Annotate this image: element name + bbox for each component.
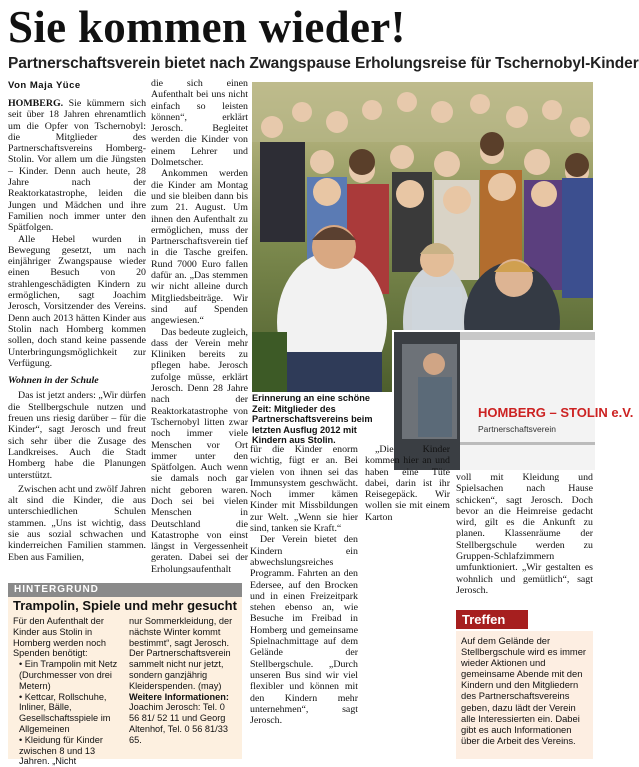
article-column-1 — [8, 98, 146, 578]
background-intro: Für den Aufenthalt der Kinder aus Stolin in Homberg werden noch Spenden benötigt: — [13, 616, 106, 659]
meeting-box — [456, 610, 593, 759]
headline: Sie kommen wieder! — [8, 2, 406, 52]
paragraph: Ankommen werden die Kinder am Montag und sie bleiben dann bis zum 21. August. Um ihnen den Aufenthalt zu ermöglichen, muss der Partnerschaftsverein tief in die Tasche greifen. Rund 7000 Euro fallen dafür an. „Das stemmen wir nicht alleine durch Mitgliedsbeiträge. Wir sind auf Spenden angewiesen.“ — [151, 168, 248, 327]
article-column-2 — [151, 78, 248, 578]
background-title: Trampolin, Spiele und mehr gesucht — [13, 598, 237, 613]
article-column-4 — [365, 444, 450, 759]
paragraph: Sie kümmern sich seit über 18 Jahren ehrenamtlich um die Opfer von Tschernobyl: die Mitglieder des Partnerschaftsvereins Homberg-Stolin. Vor allem um die Jüngsten – Kinder. Denn auch heute, 28 Jahre nach der Reaktorkatastrophe, leiden die Jungen und Mädchen und ihre Familien noch immer unter den Spätfolgen. — [8, 98, 147, 234]
info-body: Joachim Jerosch: Tel. 0 56 81/ 52 11 und Georg Altenhof, Tel. 0 56 81/33 65. — [129, 702, 228, 745]
article-column-5 — [456, 472, 593, 602]
meeting-text: Auf dem Gelände der Stellbergschule wird es immer wieder Aktionen und gemeinsame Abende mit den Kindern und den Mitgliedern des Partnerschaftsvereins geben, dazu lädt der Verein alle Interessierten ein. Dabei gibt es auch Informationen über die Arbeit des Vereins. — [456, 631, 593, 759]
paragraph: die sich einen Aufenthalt bei uns nicht einfach so leisten können“, erklärt Jerosch. Begleitet werden die Kinder von einem Lehrer und Dolmetscher. — [151, 78, 248, 169]
subheadline: Partnerschaftsverein bietet nach Zwangspause Erholungsreise für Tschernobyl-Kinder — [8, 55, 639, 72]
paragraph: Das bedeute zugleich, dass der Verein mehr Kliniken bereits zu pflegen habe. Jerosch zufolge müsse, erklärt Jerosch. Denn 28 Jahre nach der Reaktorkatastrophe von Tschernobyl litten zwar noch immer viele Menschen vor Ort immer unter den Spätfolgen. Auch wenn sie damals noch gar nicht geboren waren. Doch sei bei vielen Menschen in Deutschland die Katastrophe von einst längst in Vergessenheit geraten. Dabei sei der Erholungsaufenthalt — [151, 326, 248, 575]
list-item: • Kleidung für Kinder zwischen 8 und 13 Jahren. „Nicht — [19, 734, 103, 767]
meeting-label: Treffen — [456, 610, 528, 629]
paragraph: voll mit Kleidung und Spielsachen nach Hause schicken“, sagt Jerosch. Doch bevor an die Heimreise gedacht wird, gilt es die Ankunft zu planen. Klassenräume der Stellbergschule werden zu Gruppen-Schlafzimmern umfunktioniert. „Wir gestalten es wohnlich und gemütlich“, sagt Jerosch. — [456, 472, 593, 596]
paragraph: Das ist jetzt anders: „Wir dürfen die Stellbergschule nutzen und freuen uns riesig darüber – für die Kinder“, sagt Jerosch und freut sich sehr über die Zusage des Landkreises. Auch die Stadt Homberg habe die Planungen unterstützt. — [8, 390, 146, 481]
background-box — [8, 583, 242, 767]
background-column-a — [13, 616, 123, 767]
paragraph: „Die Kinder kommen hier an und haben eine Tüte dabei, darin ist ihr Reisegepäck. Wir wollen sie mit einem Karton — [365, 444, 450, 523]
section-heading: Wohnen in der Schule — [8, 375, 99, 387]
paragraph: Alle Hebel wurden in Bewegung gesetzt, um nach einjähriger Zwangspause wieder einen Besuch von 20 strahlengeschädigten Kindern zu ermöglichen, sagt Joachim Jerosch, Vorsitzender des Vereins. Denn auch 2013 hätten Kinder aus Stolin nach Homberg kommen sollen, doch stand keine passende Unterbringungsmöglichkeit zur Verfügung. — [8, 233, 146, 369]
van-brand-text: HOMBERG – STOLIN e.V. — [478, 405, 634, 420]
list-item: • Ein Trampolin mit Netz (Durchmesser von drei Metern) — [19, 659, 118, 691]
photo-caption: Erinnerung an eine schöne Zeit: Mitglieder des Partnerschaftsvereins beim letzten Ausflug 2012 mit Kindern aus Stolin. — [252, 393, 373, 446]
background-text: nur Sommerkleidung, der nächste Winter kommt bestimmt“, sagt Jerosch. Der Partnerschaftsverein sammelt nicht nur jetzt, sondern ganzjährig Kleiderspenden. (may) — [129, 616, 233, 691]
list-item: • Kettcar, Rollschuhe, Inliner, Bälle, Gesellschaftsspiele im Allgemeinen — [19, 691, 111, 734]
van-sub-text: Partnerschaftsverein — [478, 424, 556, 434]
paragraph: Zwischen acht und zwölf Jahren alt sind die Kinder, die aus unterschiedlichen Schulen stammen. „Uns ist wichtig, dass sie aus sozial schwachen und kinderreichen Familien stammen. Eben aus Familien, — [8, 483, 146, 563]
byline: Von Maja Yüce — [8, 80, 81, 91]
article-column-3 — [250, 444, 358, 759]
paragraph: für die Kinder enorm wichtig, fügt er an. Bei vielen von ihnen sei das Immunsystem geschwächt. Noch immer kämen Kinder mit Missbildungen zur Welt. „Wenn sie hier sind, tanken sie Kraft.“ — [250, 444, 358, 535]
paragraph: Der Verein bietet den Kindern ein abwechslungsreiches Programm. Fahrten an den Edersee, auf den Brocken und in einen Freizeitpark stehen ebenso an, wie Besuche im Freibad in Homberg und gemeinsame Spielnachmittage auf dem Gelände der Stellbergschule. „Durch unseren Bus sind wir viel flexibler und können mit den Kindern mehr unternehmen“, sagt Jerosch. — [250, 534, 358, 727]
dateline: HOMBERG. — [8, 98, 64, 109]
background-label: HINTERGRUND — [8, 583, 242, 597]
background-column-b — [129, 616, 237, 746]
info-title: Weitere Informationen: — [129, 691, 229, 702]
